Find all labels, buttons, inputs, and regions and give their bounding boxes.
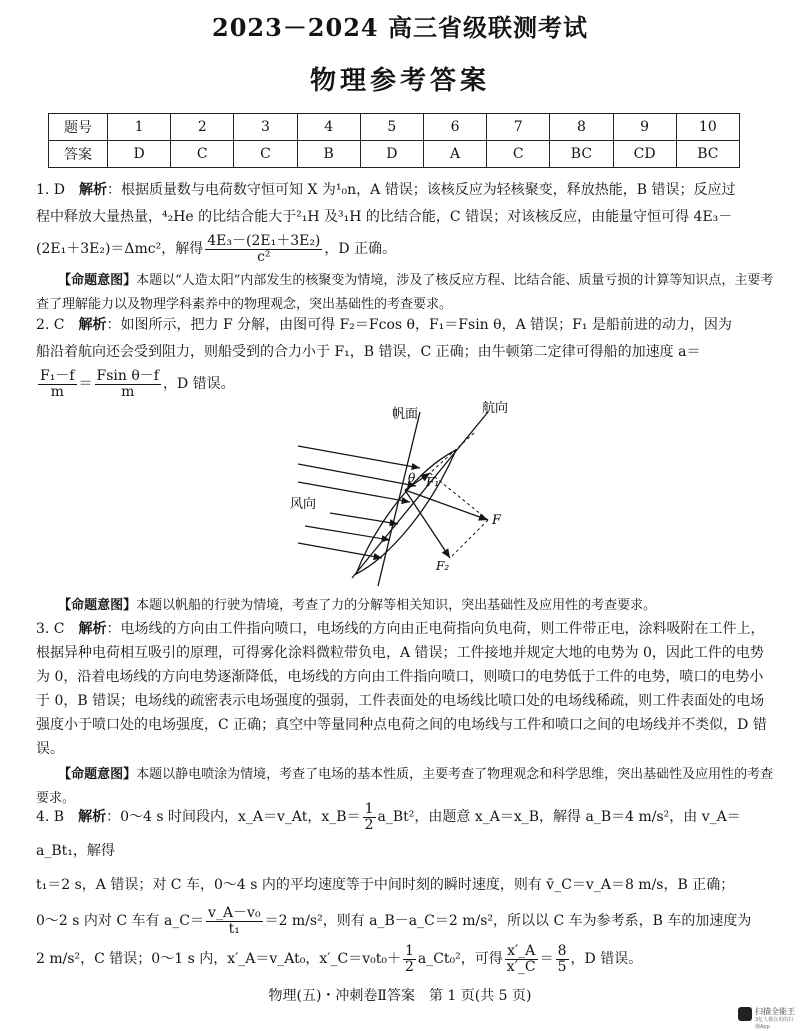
q4-line4d: ，D 错误。 — [570, 951, 643, 967]
dashed-line-3 — [430, 433, 474, 473]
q2-note-tag: 【命题意图】 — [58, 598, 137, 613]
q1-note: 本题以“人造太阳”内部发生的核聚变为情境，涉及了核反应方程、比结合能、质量亏损的计算等知识点，主要考查了理解能力以及物理学科素养中的物理观念，突出基础性的考查要求。 — [36, 273, 774, 312]
q3-solution — [36, 617, 776, 811]
table-cell: 10 — [676, 114, 739, 141]
q1-frac-denominator: c² — [257, 248, 271, 265]
q4-label: 解析 — [78, 809, 107, 825]
q4-half-den: 2 — [364, 816, 374, 833]
table-cell: 6 — [423, 114, 486, 141]
table-cell: B — [297, 141, 360, 168]
scanner-watermark — [738, 1005, 798, 1030]
q4-line1a: ：0～4 s 时间段内，x_A＝v_At，x_B＝ — [106, 809, 361, 825]
q2-equals: ＝ — [78, 376, 93, 392]
answer-row — [49, 141, 740, 168]
q4-line4c: ＝ — [539, 951, 554, 967]
q4-line4a: 2 m/s²，C 错误；0～1 s 内，x′_A＝v_At₀，x′_C＝v₀t₀＋ — [36, 951, 401, 967]
table-cell: C — [487, 141, 550, 168]
dashed-line-2 — [450, 520, 488, 558]
q4-line3b: ＝2 m/s²，则有 a_B－a_C＝2 m/s²，所以以 C 车为参考系，B 车的加速度为 — [264, 913, 752, 929]
q3-number: 3. C — [36, 621, 65, 637]
wind-arrows — [298, 446, 420, 558]
q2-line1: ：如图所示，把力 F 分解，由图可得 F₂＝Fcos θ，F₁＝Fsin θ，A 错误；F₁ 是船前进的动力，因为 — [106, 317, 732, 333]
label-F1: F₁ — [426, 475, 440, 489]
q1-line3b: ，D 正确。 — [324, 241, 397, 257]
label-sail: 帆面 — [392, 407, 419, 422]
q4-ratio-fraction — [505, 944, 538, 975]
table-cell: D — [360, 141, 423, 168]
q3-text: ：电场线的方向由工件指向喷口，电场线的方向由正电荷指向负电荷，则工件带正电，涂料吸附在工件上，根据异种电荷相互吸引的原理，可得雾化涂料微粒带负电，A 错误；工件接地并规定大地的电势为 0，因此工件的电势为 0，沿着电场线的方向电势逐渐降低，电场线的方向由工件指向喷口，则喷口的电势低于工件的电势，喷口的电势小于 0，B 错误；电场线的疏密表示电场强度的强弱，工件表面处的电场线比喷口处的电场线稀疏，则工件表面处的电场强度小于喷口处的电场强度，C 正确；真空中等量同种点电荷之间的电场线与工件和喷口之间的电场线并不类似，D 错误。 — [36, 621, 767, 757]
question-number-row — [49, 114, 740, 141]
q4-line2: t₁＝2 s，A 错误；对 C 车，0～4 s 内的平均速度等于中间时刻的瞬时速度，则有 v̄_C＝v_A＝8 m/s，B 正确； — [36, 877, 735, 893]
row-label-answer: 答案 — [49, 141, 108, 168]
q2-line2: 船沿着航向还会受到阻力，则船受到的合力小于 F₁，B 错误，C 正确；由牛顿第二定律可得船的加速度 a＝ — [36, 344, 701, 360]
force-F-arrow — [405, 490, 488, 520]
q4-half-fraction — [363, 802, 376, 833]
q4-ratio-den: x′_C — [506, 958, 536, 975]
q1-line2: 程中释放大量热量，⁴₂He 的比结合能大于²₁H 及³₁H 的比结合能，C 错误；对该核反应，由能量守恒可得 4E₃－ — [36, 209, 733, 225]
q2-frac1-denominator: m — [50, 383, 64, 400]
q2-note: 本题以帆船的行驶为情境，考查了力的分解等相关知识，突出基础性及应用性的考查要求。 — [136, 598, 657, 613]
q1-solution — [36, 177, 776, 317]
q4-accel-den: t₁ — [228, 920, 240, 937]
q4-result-fraction — [556, 944, 569, 975]
table-cell: 3 — [234, 114, 297, 141]
q3-note: 本题以静电喷涂为情境，考查了电场的基本性质，主要考查了物理观念和科学思维，突出基础性及应用性的考查要求。 — [36, 767, 774, 806]
q2-line3b: ，D 错误。 — [162, 376, 235, 392]
q1-frac-numerator: 4E₃－(2E₁＋3E₂) — [207, 232, 321, 249]
label-F2: F₂ — [436, 559, 450, 573]
table-cell: A — [423, 141, 486, 168]
q4-half2-den: 2 — [404, 958, 414, 975]
q2-number: 2. C — [36, 317, 65, 333]
label-wind: 风向 — [290, 497, 317, 512]
scanner-logo-icon — [738, 1007, 752, 1021]
q2-fraction-1 — [38, 369, 77, 400]
q4-number: 4. B — [36, 809, 65, 825]
q2-fraction-2 — [95, 369, 161, 400]
q2-frac2-numerator: Fsin θ－f — [96, 367, 159, 384]
q4-accel-num: v_A－v₀ — [208, 904, 261, 921]
table-cell: 5 — [360, 114, 423, 141]
q1-label: 解析 — [79, 182, 108, 198]
answer-title: 物理参考答案 — [309, 66, 490, 96]
q2-solution — [36, 312, 776, 402]
table-cell: 8 — [550, 114, 613, 141]
q4-accel-fraction — [206, 906, 263, 937]
watermark-line2: 3亿人都在用的扫描App — [755, 1017, 794, 1030]
table-cell: C — [171, 141, 234, 168]
q3-note-tag: 【命题意图】 — [58, 767, 137, 782]
q4-line1b: a_Bt²，由题意 x_A＝x_B，解得 a_B＝4 m/s²，由 v_A＝a_Bt₁，解得 — [36, 809, 741, 859]
q4-solution — [36, 800, 776, 978]
page-footer: 物理(五)・冲刺卷Ⅱ答案 第 1 页(共 5 页) — [268, 988, 532, 1004]
q4-ratio-num: x′_A — [505, 944, 538, 960]
q2-label: 解析 — [78, 317, 107, 333]
q4-result-den: 5 — [557, 958, 567, 975]
q4-half2-num: 1 — [404, 942, 414, 959]
exam-title: 2023－2024 高三省级联测考试 — [212, 13, 588, 42]
table-cell: 7 — [487, 114, 550, 141]
table-cell: D — [108, 141, 171, 168]
table-cell: CD — [613, 141, 676, 168]
label-F: F — [492, 513, 502, 528]
q2-frac1-numerator: F₁－f — [40, 367, 75, 384]
q1-line1: ：根据质量数与电荷数守恒可知 X 为¹₀n，A 错误；该核反应为轻核聚变，释放热能，B 错误；反应过 — [107, 182, 736, 198]
q4-half-num: 1 — [364, 800, 374, 817]
table-cell: 9 — [613, 114, 676, 141]
label-theta: θ — [408, 471, 416, 485]
row-label-number: 题号 — [49, 114, 108, 141]
watermark-line1: 扫描全能王 — [755, 1007, 795, 1016]
q4-line3a: 0～2 s 内对 C 车有 a_C＝ — [36, 913, 205, 929]
q2-note-block — [36, 594, 776, 618]
q4-line4b: a_Ct₀²，可得 — [417, 951, 503, 967]
q1-line3a: (2E₁＋3E₂)＝Δmc²，解得 — [36, 241, 204, 257]
q3-label: 解析 — [78, 621, 107, 637]
q1-note-tag: 【命题意图】 — [58, 273, 137, 288]
table-cell: 2 — [171, 114, 234, 141]
table-cell: BC — [550, 141, 613, 168]
q4-half-fraction-2 — [403, 944, 416, 975]
q2-frac2-denominator: m — [121, 383, 135, 400]
q4-result-num: 8 — [557, 942, 567, 959]
q1-number: 1. D — [36, 182, 66, 198]
label-course: 航向 — [482, 401, 509, 416]
answer-table — [48, 113, 740, 168]
table-cell: BC — [676, 141, 739, 168]
table-cell: 1 — [108, 114, 171, 141]
sail-force-diagram — [270, 398, 530, 593]
table-cell: 4 — [297, 114, 360, 141]
table-cell: C — [234, 141, 297, 168]
q1-fraction — [205, 234, 322, 265]
